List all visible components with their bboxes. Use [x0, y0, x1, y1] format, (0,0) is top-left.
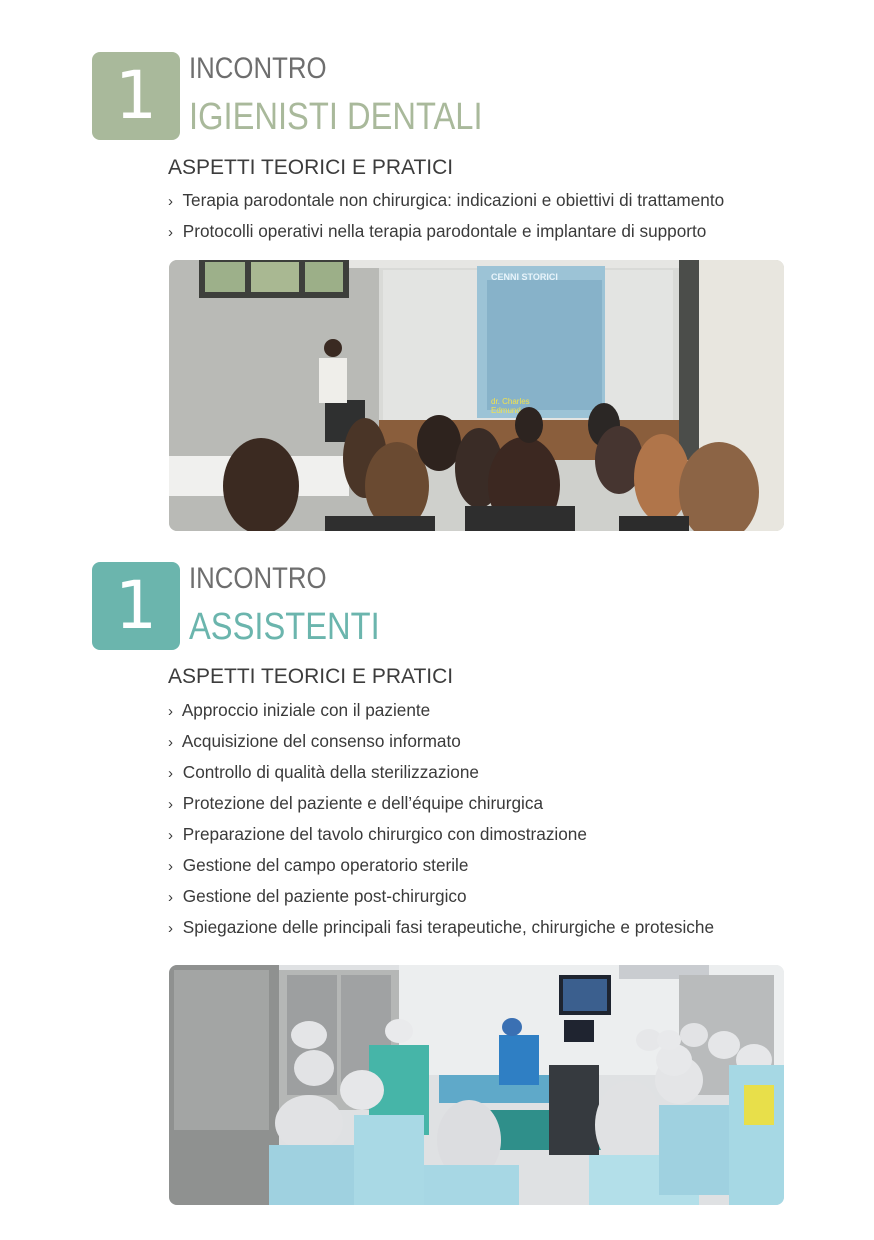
list-item: › Controllo di qualità della sterilizzazione: [168, 757, 714, 788]
bullet-marker: ›: [168, 734, 173, 751]
bullet-marker: ›: [168, 920, 173, 937]
bullet-marker: ›: [168, 827, 173, 844]
bullet-list: [168, 185, 724, 247]
bullet-list: [168, 695, 714, 943]
list-item: › Terapia parodontale non chirurgica: indicazioni e obiettivi di trattamento: [168, 185, 724, 216]
svg-text:dr. Charles: dr. Charles: [491, 397, 530, 406]
list-item: › Approccio iniziale con il paziente: [168, 695, 714, 726]
bullet-marker: ›: [168, 796, 173, 813]
bullet-marker: ›: [168, 889, 173, 906]
bullet-marker: ›: [168, 858, 173, 875]
list-item: › Gestione del paziente post-chirurgico: [168, 881, 714, 912]
list-item: › Acquisizione del consenso informato: [168, 726, 714, 757]
bullet-marker: ›: [168, 703, 173, 720]
svg-text:Edmund: Edmund: [491, 406, 521, 415]
section-subheading: ASPETTI TEORICI E PRATICI: [168, 665, 454, 688]
list-item: › Protocolli operativi nella terapia parodontale e implantare di supporto: [168, 216, 724, 247]
list-item: › Gestione del campo operatorio sterile: [168, 850, 714, 881]
section-number-badge: 1: [92, 562, 180, 650]
photo-lecture-room: [169, 260, 784, 531]
section-title: IGIENISTI DENTALI: [189, 96, 483, 138]
section-number-badge: 1: [92, 52, 180, 140]
section-kicker: INCONTRO: [189, 562, 327, 595]
bullet-marker: ›: [168, 193, 173, 210]
bullet-marker: ›: [168, 765, 173, 782]
section-kicker: INCONTRO: [189, 52, 327, 85]
photo-operating-room: [169, 965, 784, 1205]
list-item: › Preparazione del tavolo chirurgico con dimostrazione: [168, 819, 714, 850]
section-title: ASSISTENTI: [189, 606, 380, 648]
bullet-marker: ›: [168, 224, 173, 241]
section-subheading: ASPETTI TEORICI E PRATICI: [168, 156, 454, 179]
list-item: › Spiegazione delle principali fasi terapeutiche, chirurgiche e protesiche: [168, 912, 714, 943]
list-item: › Protezione del paziente e dell’équipe chirurgica: [168, 788, 714, 819]
svg-text:CENNI STORICI: CENNI STORICI: [491, 272, 558, 282]
